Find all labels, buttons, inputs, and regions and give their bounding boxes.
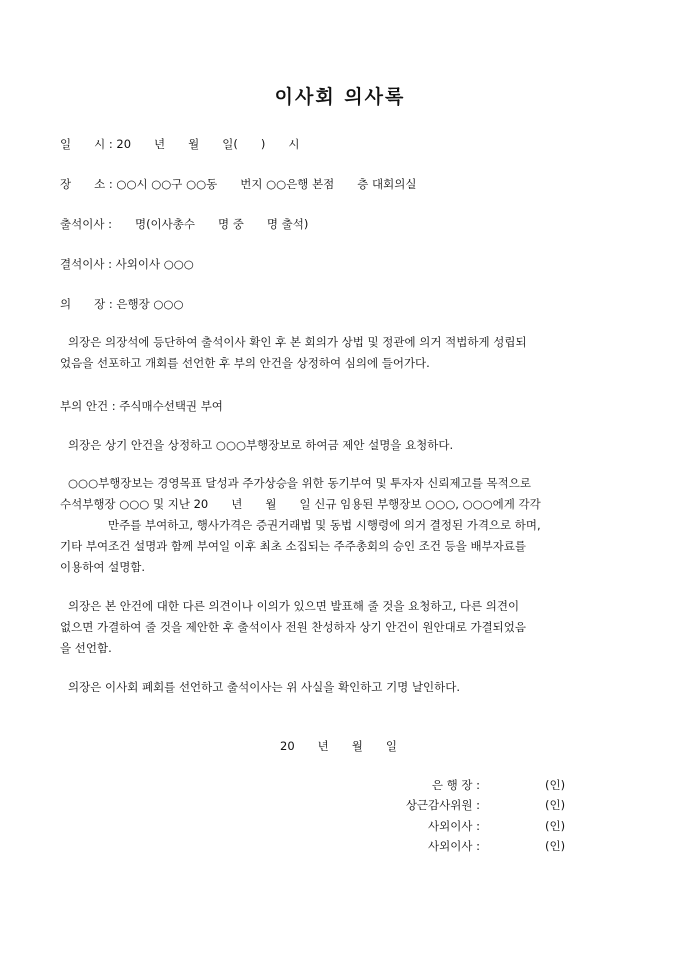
paragraph-resolution-line-2: 없으면 가결하여 줄 것을 제안한 후 출석이사 전원 찬성하자 상기 안건이 원안대로 가결되었음 xyxy=(60,620,527,634)
paragraph-opening-line-2: 었음을 선포하고 개회를 선언한 후 부의 안건을 상정하여 심의에 들어가다. xyxy=(60,356,430,370)
seal-mark-auditor: (인) xyxy=(545,798,566,812)
meeting-datetime: 일 시 : 20 년 월 일( ) 시 xyxy=(60,137,300,151)
signature-label-auditor: 상근감사위원 : xyxy=(405,798,480,812)
paragraph-closing: 의장은 이사회 폐회를 선언하고 출석이사는 위 사실을 확인하고 기명 날인하다. xyxy=(68,680,461,694)
paragraph-explanation-line-5: 이용하여 설명함. xyxy=(60,560,146,574)
paragraph-resolution-line-3: 을 선언함. xyxy=(60,641,112,655)
signing-date: 20 년 월 일 xyxy=(280,739,397,753)
paragraph-explanation-line-4: 기타 부여조건 설명과 함께 부여일 이후 최초 소집되는 주주총회의 승인 조건 등을 배부자료를 xyxy=(60,539,527,553)
seal-mark-outside-director-2: (인) xyxy=(545,839,566,853)
absent-directors: 결석이사 : 사외이사 ○○○ xyxy=(60,257,194,271)
seal-mark-president: (인) xyxy=(545,778,566,792)
signature-label-president: 은 행 장 : xyxy=(431,778,480,792)
paragraph-resolution-line-1: 의장은 본 안건에 대한 다른 의견이나 이의가 있으면 발표해 줄 것을 요청하고, 다른 의견이 xyxy=(68,599,520,613)
meeting-chair: 의 장 : 은행장 ○○○ xyxy=(60,297,184,311)
seal-mark-outside-director-1: (인) xyxy=(545,819,566,833)
meeting-place: 장 소 : ○○시 ○○구 ○○동 번지 ○○은행 본점 층 대회의실 xyxy=(60,177,417,191)
paragraph-explanation-line-1: ○○○부행장보는 경영목표 달성과 주가상승을 위한 동기부여 및 투자자 신뢰제고를 목적으로 xyxy=(68,476,531,490)
signature-label-outside-director-1: 사외이사 : xyxy=(428,819,480,833)
signature-label-outside-director-2: 사외이사 : xyxy=(428,839,480,853)
attending-directors: 출석이사 : 명(이사총수 명 중 명 출석) xyxy=(60,217,309,231)
paragraph-proposal: 의장은 상기 안건을 상정하고 ○○○부행장보로 하여금 제안 설명을 요청하다. xyxy=(68,438,454,452)
paragraph-explanation-line-2: 수석부행장 ○○○ 및 지난 20 년 월 일 신규 임용된 부행장보 ○○○, ○○○에게 각각 xyxy=(60,497,541,511)
paragraph-opening-line-1: 의장은 의장석에 등단하여 출석이사 확인 후 본 회의가 상법 및 정관에 의거 적법하게 성립되 xyxy=(68,335,527,349)
document-title: 이사회 의사록 xyxy=(274,86,406,108)
paragraph-explanation-line-3: 만주를 부여하고, 행사가격은 증권거래법 및 동법 시행령에 의거 결정된 가격으로 하며, xyxy=(108,518,541,532)
agenda-item: 부의 안건 : 주식매수선택권 부여 xyxy=(60,399,223,413)
